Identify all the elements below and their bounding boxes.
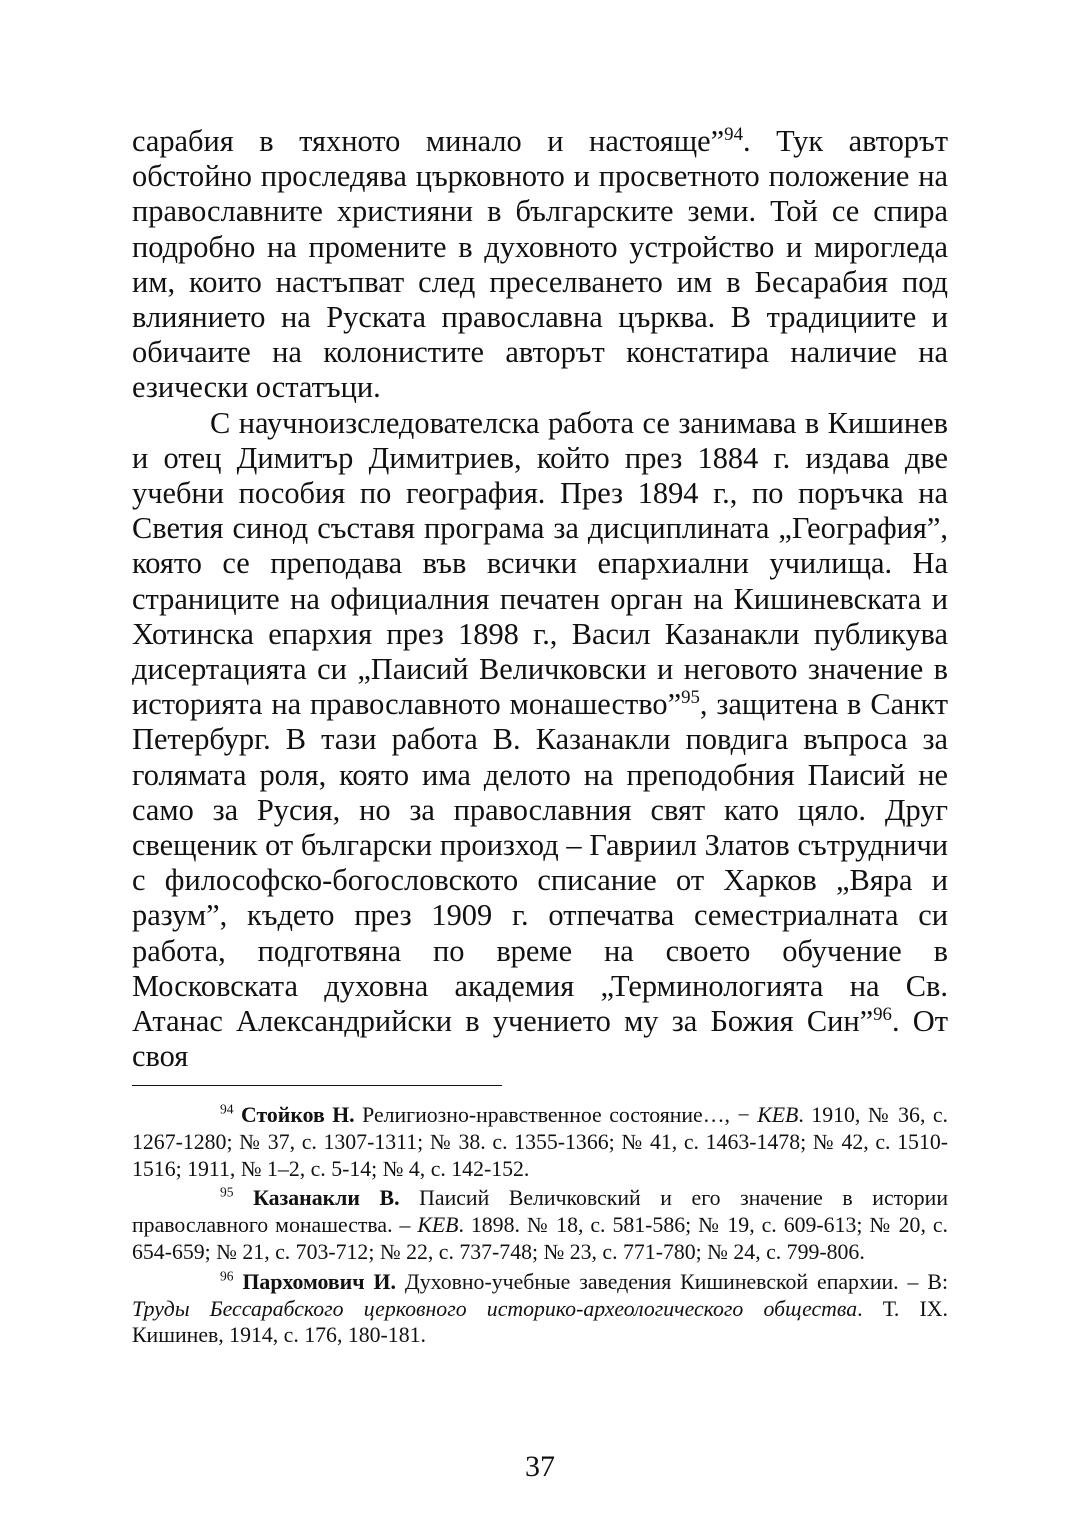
footnote-author: Пархомович И. (242, 1269, 396, 1294)
footnote-text: Паисий Величковский и его значение в истории православного монашества. – (132, 1186, 948, 1238)
footnote-94 (132, 1102, 948, 1182)
footnote-ref-94[interactable]: 94 (724, 123, 743, 145)
paragraph-text: . От своя (132, 1004, 948, 1074)
footnote-divider (132, 1085, 502, 1086)
page-body (132, 124, 948, 1074)
footnote-author: Казанакли В. (253, 1186, 400, 1211)
footnote-details: . Т. IX. Кишинев, 1914, с. 176, 180-181. (132, 1296, 948, 1348)
footnote-details: . 1898. № 18, с. 581-586; № 19, с. 609-613; № 20, с. 654-659; № 21, с. 703-712; № 22, с. 737-748; № 23, с. 771-780; № 24, с. 799-806. (132, 1213, 948, 1264)
footnote-source: КЕВ (417, 1213, 459, 1238)
footnote-96 (132, 1269, 948, 1349)
footnote-text: Духовно-учебные заведения Кишиневской епархии. – В: (395, 1269, 949, 1294)
paragraph-text: сарабия в тяхното минало и настояще” (132, 124, 725, 158)
footnote-details: . 1910, № 36, с. 1267-1280; № 37, с. 1307-1311; № 38. с. 1355-1366; № 41, с. 1463-1478; № 42, с. 1510-1516; 1911, № 1–2, с. 5-14; № 4, с. 142-152. (132, 1103, 949, 1181)
footnote-95 (132, 1185, 948, 1265)
paragraph-text: С научноизследователска работа се занимава в Кишинев и отец Димитър Димитриев, който през 1884 г. издава две учебни пособия по география. През 1894 г., по поръчка на Светия синод съставя програма за дисциплината „География”, която се преподава във всички епархиални училища. На страниците на официалния печатен орган на Кишиневската и Хотинска епархия през 1898 г., Васил Казанакли публикува дисертацията си „Паисий Величковски и неговото значение в историята на православното монашество” (132, 405, 948, 722)
main-text (132, 124, 948, 1074)
paragraph-text: . Тук авторът обстойно проследява църковното и просветното положение на православните християни в българските земи. Той се спира подробно на промените в духовното устройство и мирогледа им, които настъпват след преселването им в Бесарабия под влиянието на Руската православна църква. В традициите и обичаите на колонистите авторът констатира наличие на езически остатъци. (132, 124, 948, 405)
paragraph-1 (132, 124, 948, 406)
paragraph-text: , защитена в Санкт Петербург. В тази работа В. Казанакли повдига въпроса за голямата роля, която има делото на преподобния Паисий не само за Русия, но за православния свят като цяло. Друг свещеник от български произход – Гавриил Златов сътрудничи с философско-богословското списание от Харков „Вяра и разум”, където през 1909 г. отпечатва семестриалната си работа, подготвяна по време на своето обучение в Московската духовна академия „Терминологията на Св. Атанас Александрийски в учението му за Божия Син” (132, 687, 948, 1039)
footnote-author: Стойков Н. (241, 1103, 355, 1127)
footnote-text: Религиозно-нравственное состояние…, − (354, 1103, 750, 1127)
footnote-ref-96[interactable]: 96 (873, 1003, 892, 1025)
page-number: 37 (525, 1450, 555, 1483)
footnote-number: 94 (220, 1101, 234, 1117)
footnotes (132, 1102, 948, 1349)
paragraph-2 (132, 406, 948, 1075)
footnote-number: 96 (220, 1268, 234, 1284)
footnote-number: 95 (220, 1185, 234, 1201)
footnote-ref-95[interactable]: 95 (681, 687, 700, 709)
footnote-source: Труды Бессарабского церковного историко-археологического общества (132, 1296, 858, 1321)
footnote-source: КЕВ (757, 1103, 799, 1127)
